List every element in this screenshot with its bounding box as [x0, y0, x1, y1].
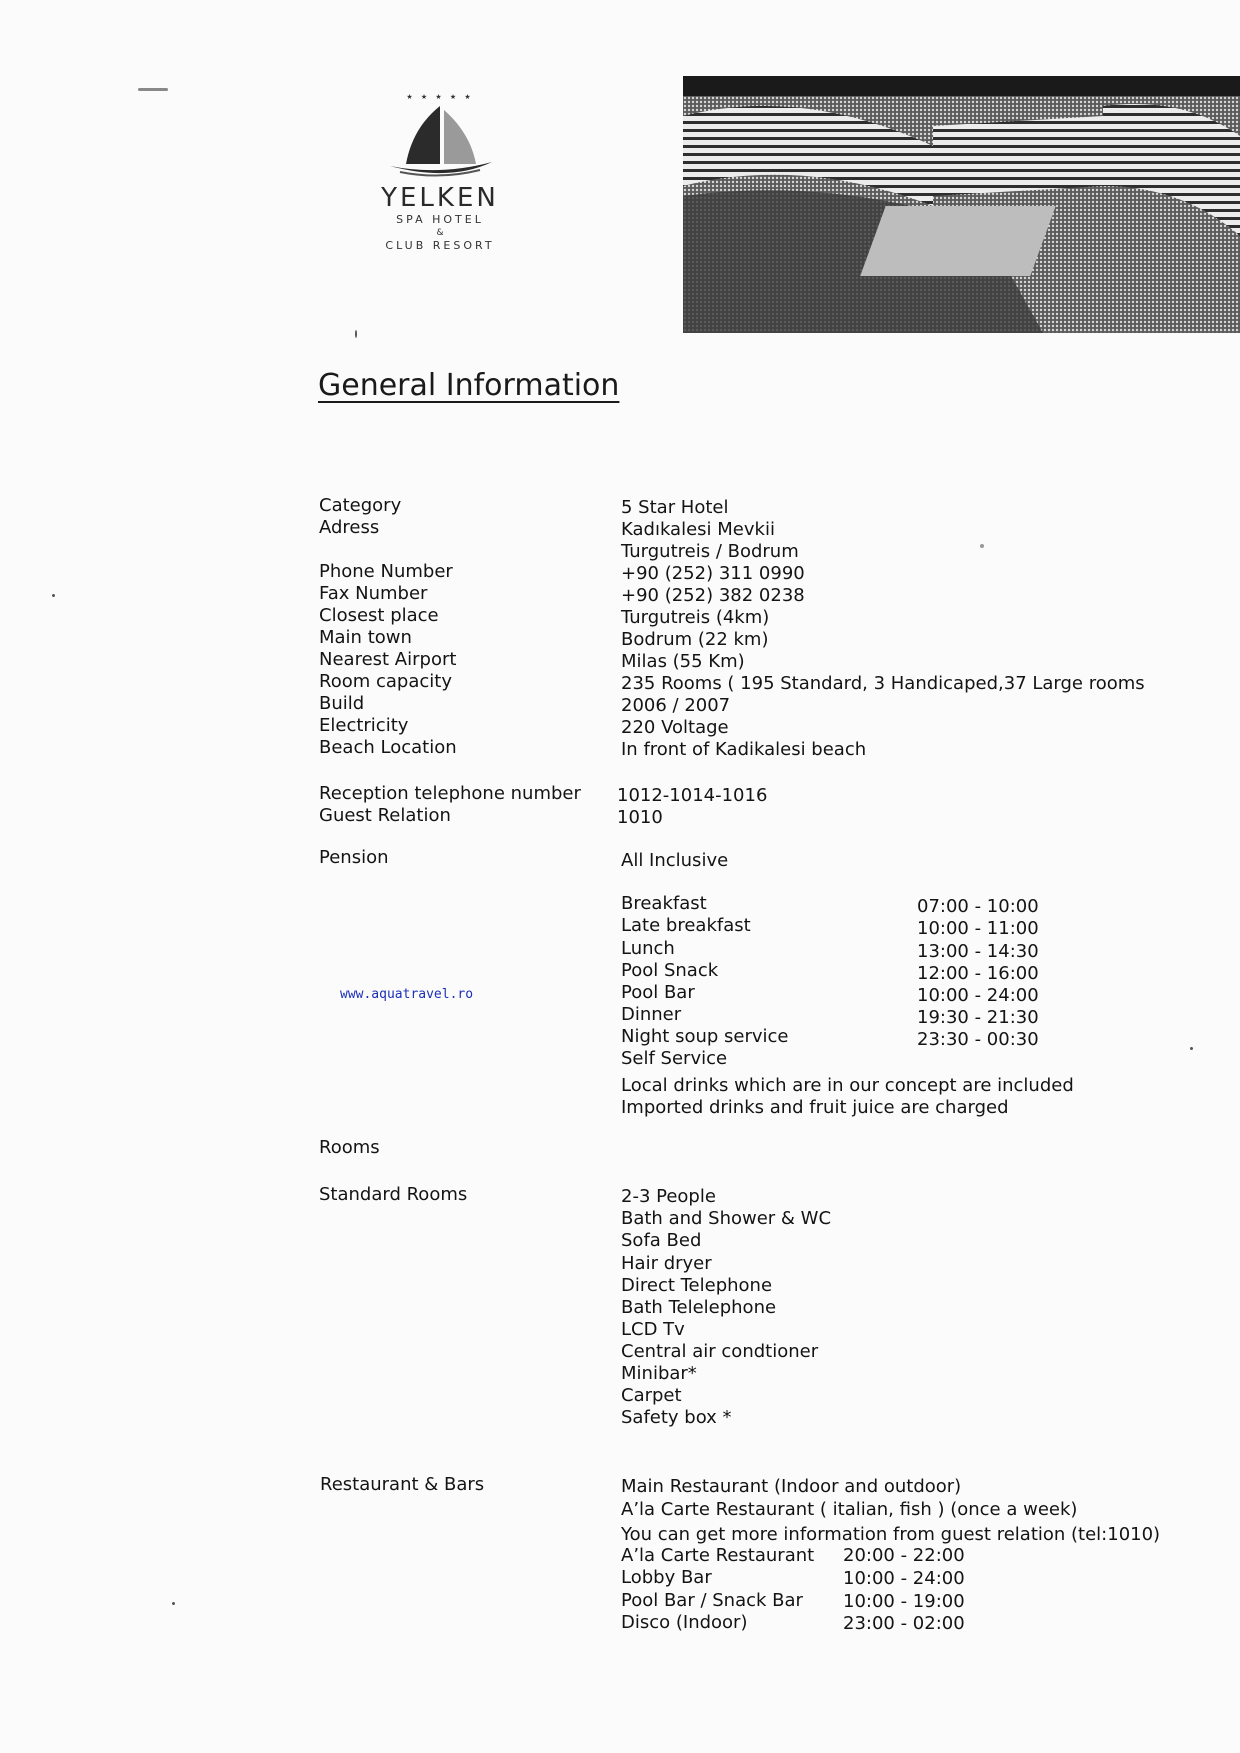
scan-artifact [138, 88, 168, 91]
hotel-logo [370, 92, 510, 267]
rooms-heading: Rooms [319, 1137, 380, 1158]
room-amenity: Safety box * [621, 1407, 732, 1428]
fact-value-address-1: Kadıkalesi Mevkii [621, 519, 775, 540]
venue-name: Lobby Bar [621, 1567, 712, 1588]
room-amenity: Carpet [621, 1385, 682, 1406]
meal-time: 07:00 - 10:00 [917, 896, 1039, 917]
venue-time: 23:00 - 02:00 [843, 1613, 965, 1634]
venue-time: 10:00 - 19:00 [843, 1591, 965, 1612]
meal-note: Imported drinks and fruit juice are charged [621, 1097, 1009, 1118]
room-amenity: Bath Telelephone [621, 1297, 777, 1318]
fact-value-electricity: 220 Voltage [621, 717, 729, 738]
fact-value-build: 2006 / 2007 [621, 695, 731, 716]
scan-artifact [52, 594, 55, 597]
fact-label-closest-place: Closest place [319, 605, 439, 626]
fact-label-phone: Phone Number [319, 561, 453, 582]
scan-artifact [980, 544, 984, 548]
meal-note: Self Service [621, 1048, 728, 1069]
fact-label-address: Adress [319, 517, 380, 538]
room-amenity: Direct Telephone [621, 1275, 773, 1296]
scan-artifact [355, 330, 357, 338]
meal-time: 23:30 - 00:30 [917, 1029, 1039, 1050]
venue-time: 10:00 - 24:00 [843, 1568, 965, 1589]
meal-time: 13:00 - 14:30 [917, 941, 1039, 962]
logo-sub-club: CLUB RESORT [385, 239, 495, 252]
restaurant-line: A’la Carte Restaurant ( italian, fish ) (once a week) [621, 1499, 1078, 1520]
fact-value-category: 5 Star Hotel [621, 497, 729, 518]
meal-name: Dinner [621, 1004, 682, 1025]
meal-name: Pool Snack [621, 960, 719, 981]
fact-value-room-capacity: 235 Rooms ( 195 Standard, 3 Handicaped,37 Large rooms [621, 673, 1145, 694]
venue-time: 20:00 - 22:00 [843, 1545, 965, 1566]
meal-time: 10:00 - 11:00 [917, 918, 1039, 939]
pension-label: Pension [319, 847, 389, 868]
venue-name: Pool Bar / Snack Bar [621, 1590, 803, 1611]
page-title: General Information [318, 368, 620, 403]
meal-name: Night soup service [621, 1026, 789, 1047]
standard-rooms-label: Standard Rooms [319, 1184, 468, 1205]
fact-label-room-capacity: Room capacity [319, 671, 452, 692]
fact-value-beach-location: In front of Kadikalesi beach [621, 739, 867, 760]
fact-label-fax: Fax Number [319, 583, 428, 604]
fact-value-address-2: Turgutreis / Bodrum [621, 541, 799, 562]
fact-value-main-town: Bodrum (22 km) [621, 629, 769, 650]
restaurants-label: Restaurant & Bars [320, 1474, 485, 1495]
fact-label-nearest-airport: Nearest Airport [319, 649, 457, 670]
meal-name: Lunch [621, 938, 675, 959]
fact-label-electricity: Electricity [319, 715, 409, 736]
fact-value-fax: +90 (252) 382 0238 [621, 585, 805, 606]
hotel-photo [683, 76, 1240, 333]
restaurant-line: Main Restaurant (Indoor and outdoor) [621, 1476, 962, 1497]
fact-label-main-town: Main town [319, 627, 412, 648]
meal-time: 10:00 - 24:00 [917, 985, 1039, 1006]
fact-value-phone: +90 (252) 311 0990 [621, 563, 805, 584]
pension-value: All Inclusive [621, 850, 729, 871]
guest-relation-label: Guest Relation [319, 805, 451, 826]
room-amenity: Sofa Bed [621, 1230, 702, 1251]
fact-value-closest-place: Turgutreis (4km) [621, 607, 770, 628]
meal-name: Late breakfast [621, 915, 751, 936]
reception-value: 1012-1014-1016 [617, 785, 768, 806]
fact-label-category: Category [319, 495, 402, 516]
room-amenity: Bath and Shower & WC [621, 1208, 832, 1229]
room-amenity: LCD Tv [621, 1319, 685, 1340]
restaurant-line: You can get more information from guest relation (tel:1010) [621, 1524, 1161, 1545]
room-amenity: Central air condtioner [621, 1341, 819, 1362]
scan-artifact [1190, 1047, 1193, 1050]
meal-name: Breakfast [621, 893, 707, 914]
logo-stars: ★ ★ ★ ★ ★ [406, 93, 474, 101]
venue-name: Disco (Indoor) [621, 1612, 748, 1633]
venue-name: A’la Carte Restaurant [621, 1545, 815, 1566]
meal-time: 12:00 - 16:00 [917, 963, 1039, 984]
fact-value-nearest-airport: Milas (55 Km) [621, 651, 745, 672]
guest-relation-value: 1010 [617, 807, 663, 828]
meal-time: 19:30 - 21:30 [917, 1007, 1039, 1028]
room-amenity: 2-3 People [621, 1186, 716, 1207]
scan-artifact [172, 1602, 175, 1605]
watermark-link[interactable]: www.aquatravel.ro [340, 987, 474, 1002]
logo-ampersand: & [436, 228, 444, 238]
logo-sub-spa: SPA HOTEL [396, 213, 484, 226]
room-amenity: Hair dryer [621, 1253, 712, 1274]
fact-label-build: Build [319, 693, 365, 714]
sailboat-icon [380, 102, 500, 182]
meal-note: Local drinks which are in our concept are included [621, 1075, 1074, 1096]
logo-name: YELKEN [381, 183, 499, 213]
meal-name: Pool Bar [621, 982, 695, 1003]
room-amenity: Minibar* [621, 1363, 697, 1384]
fact-label-beach-location: Beach Location [319, 737, 457, 758]
reception-label: Reception telephone number [319, 783, 581, 804]
